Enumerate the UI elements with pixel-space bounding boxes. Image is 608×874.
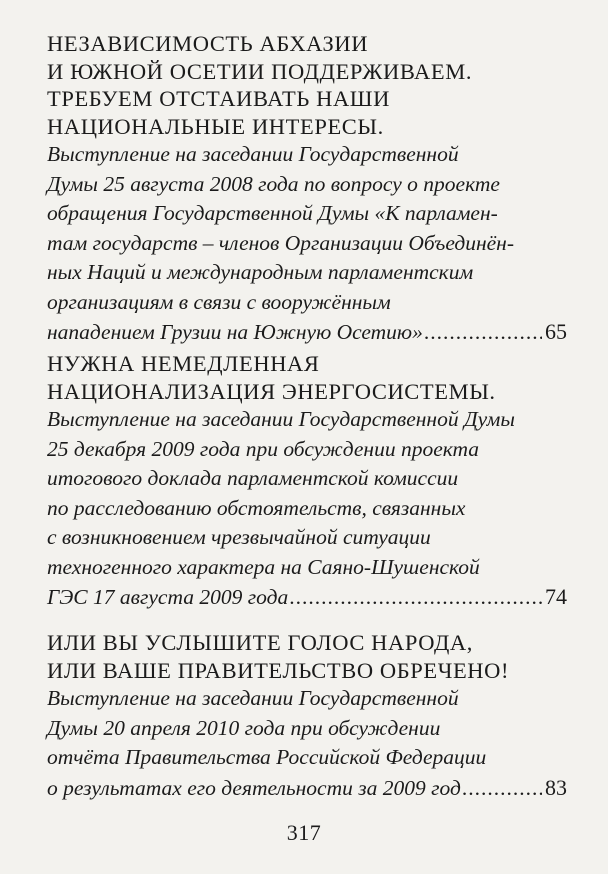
dot-leader [462,774,542,804]
description-line: с возникновением чрезвычайной ситуации [47,525,431,549]
entry-title [47,30,567,140]
description-line: обращения Государственной Думы «К парламен- [47,201,498,225]
description-line: Выступление на заседании Государственной [47,686,459,710]
description-line: по расследованию обстоятельств, связанных [47,495,466,520]
toc-entry [47,350,567,613]
description-line: ных Наций и международным парламентским [47,260,474,284]
title-line: ТРЕБУЕМ ОТСТАИВАТЬ НАШИ [47,86,390,111]
page-number[interactable]: 65 [545,319,567,344]
folio-page-number: 317 [286,820,322,845]
entry-description [47,684,567,803]
entry-title [47,629,567,684]
title-line: И ЮЖНОЙ ОСЕТИИ ПОДДЕРЖИВАЕМ. [47,58,473,84]
description-last-line [47,317,567,348]
description-last-line [47,773,567,804]
description-line: Думы 20 апреля 2010 года при обсуждении [47,715,441,740]
description-line: ГЭС 17 августа 2009 года [47,585,289,609]
entry-description [47,140,567,348]
title-line: НУЖНА НЕМЕДЛЕННАЯ [47,351,320,376]
title-line: НЕЗАВИСИМОСТЬ АБХАЗИИ [47,31,369,56]
toc-entry [47,629,567,803]
description-line: там государств – членов Организации Объединён- [47,230,514,255]
description-last-line [47,582,567,613]
description-line: 25 декабря 2009 года при обсуждении проекта [47,436,480,461]
description-line: отчёта Правительства Российской Федерации [47,745,487,769]
description-line: Выступление на заседании Государственной [47,142,459,166]
title-line: НАЦИОНАЛЬНЫЕ ИНТЕРЕСЫ. [47,113,384,139]
description-line: итогового доклада парламентской комиссии [47,466,459,490]
title-line: ИЛИ ВАШЕ ПРАВИТЕЛЬСТВО ОБРЕЧЕНО! [47,657,510,683]
description-line: Выступление на заседании Государственной Думы [47,407,515,431]
toc-entry [47,30,567,348]
dot-leader [424,318,542,348]
dot-leader [289,583,542,613]
description-line: техногенного характера на Саяно-Шушенской [47,554,480,579]
description-line: Думы 25 августа 2008 года по вопросу о проекте [47,171,500,196]
description-line: нападением Грузии на Южную Осетию» [47,320,423,344]
page-number[interactable]: 83 [545,774,567,800]
title-line: НАЦИОНАЛИЗАЦИЯ ЭНЕРГОСИСТЕМЫ. [47,378,496,404]
entry-title [47,350,567,405]
entry-description [47,405,567,613]
page-number[interactable]: 74 [545,584,567,609]
description-line: о результатах его деятельности за 2009 год [47,775,461,800]
description-line: организациям в связи с вооружённым [47,289,391,314]
title-line: ИЛИ ВЫ УСЛЫШИТЕ ГОЛОС НАРОДА, [47,630,473,655]
